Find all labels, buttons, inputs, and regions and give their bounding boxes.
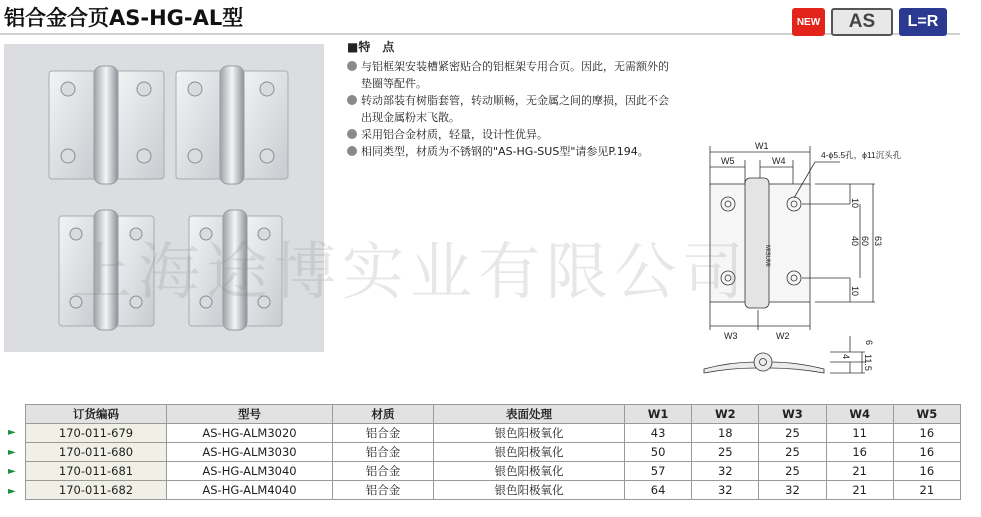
col-header-w3: W3 [759, 405, 826, 424]
dim-6: 6 [864, 340, 874, 346]
w1-cell: 64 [625, 481, 692, 500]
order-code-cell[interactable]: 170-011-681 [26, 462, 167, 481]
row-arrow-icon: ► [8, 446, 16, 458]
badge-group [792, 8, 947, 36]
surface-cell: 银色阳极氧化 [434, 481, 625, 500]
dim-label-w3: W3 [724, 331, 738, 341]
w4-cell: 21 [826, 481, 893, 500]
dim-11-5: 11.5 [863, 354, 873, 371]
bullet-icon [347, 129, 357, 139]
col-header-surface: 表面处理 [434, 405, 625, 424]
feature-text: 转动部装有树脂套管，转动顺畅，无金属之间的摩损，因此不会出现金属粉末飞散。 [361, 94, 669, 124]
new-badge: NEW [792, 8, 825, 36]
w2-cell: 32 [692, 462, 759, 481]
dim-60: 60 [860, 236, 870, 247]
w3-cell: 25 [759, 424, 826, 443]
w3-cell: 25 [759, 462, 826, 481]
dim-4: 4 [841, 354, 851, 360]
order-code-cell[interactable]: 170-011-680 [26, 443, 167, 462]
model-cell: AS-HG-ALM3030 [167, 443, 333, 462]
hinge-photo-3 [59, 210, 154, 330]
dim-label-w1: W1 [755, 141, 769, 151]
bullet-icon [347, 146, 357, 156]
material-cell: 铝合金 [333, 462, 434, 481]
row-arrow-icon: ► [8, 485, 16, 497]
hinge-photo-1 [49, 66, 164, 184]
feature-text: 采用铝合金材质，轻量，设计性优异。 [361, 128, 548, 141]
feature-item [347, 143, 677, 160]
material-cell: 铝合金 [333, 481, 434, 500]
material-cell: 铝合金 [333, 424, 434, 443]
feature-item [347, 126, 677, 143]
model-cell: AS-HG-ALM3040 [167, 462, 333, 481]
w3-cell: 25 [759, 443, 826, 462]
table-row [26, 462, 961, 481]
w2-cell: 18 [692, 424, 759, 443]
w1-cell: 57 [625, 462, 692, 481]
watermark-text: 上海途博实业有限公司 [70, 235, 751, 308]
dim-label-w2: W2 [776, 331, 790, 341]
dim-10-bottom: 10 [850, 286, 860, 297]
w4-cell: 11 [826, 424, 893, 443]
order-code-cell[interactable]: 170-011-682 [26, 481, 167, 500]
engraved-logo: MISUMI [764, 245, 770, 267]
technical-drawing [690, 140, 980, 390]
w2-cell: 32 [692, 481, 759, 500]
feature-text: 相同类型，材质为不锈钢的"AS-HG-SUS型"请参见P.194。 [361, 145, 649, 158]
order-code-cell[interactable]: 170-011-679 [26, 424, 167, 443]
col-header-material: 材质 [333, 405, 434, 424]
page-title: 铝合金合页AS-HG-AL型 [4, 6, 244, 30]
w3-cell: 32 [759, 481, 826, 500]
feature-item [347, 58, 677, 92]
w2-cell: 25 [692, 443, 759, 462]
hinge-photo-2 [176, 66, 288, 184]
product-photo [4, 44, 324, 352]
col-header-w4: W4 [826, 405, 893, 424]
surface-cell: 银色阳极氧化 [434, 424, 625, 443]
dim-40: 40 [850, 236, 860, 247]
col-header-model: 型号 [167, 405, 333, 424]
as-series-badge: AS [831, 8, 893, 36]
left-right-badge: L=R [899, 8, 947, 36]
row-arrow-icon: ► [8, 466, 16, 477]
surface-cell: 银色阳极氧化 [434, 462, 625, 481]
dim-63: 63 [873, 236, 883, 247]
model-cell: AS-HG-ALM4040 [167, 481, 333, 500]
w5-cell: 16 [893, 443, 960, 462]
hinge-photo-4 [189, 210, 282, 330]
material-cell: 铝合金 [333, 443, 434, 462]
bullet-icon [347, 95, 357, 105]
bullet-icon [347, 61, 357, 71]
surface-cell: 银色阳极氧化 [434, 443, 625, 462]
w5-cell: 16 [893, 462, 960, 481]
features-heading: ■特 点 [347, 40, 395, 54]
dim-10-top: 10 [850, 198, 860, 209]
dim-label-w5: W5 [721, 156, 735, 166]
table-header-row [26, 405, 961, 424]
col-header-w1: W1 [625, 405, 692, 424]
w4-cell: 16 [826, 443, 893, 462]
w1-cell: 43 [625, 424, 692, 443]
table-row [26, 443, 961, 462]
spec-table [25, 404, 961, 500]
model-cell: AS-HG-ALM3020 [167, 424, 333, 443]
col-header-w5: W5 [893, 405, 960, 424]
w5-cell: 21 [893, 481, 960, 500]
feature-item [347, 92, 677, 126]
col-header-w2: W2 [692, 405, 759, 424]
feature-text: 与铝框架安装槽紧密贴合的铝框架专用合页。因此，无需额外的垫圈等配件。 [361, 60, 669, 90]
w1-cell: 50 [625, 443, 692, 462]
row-arrow-icon: ► [8, 427, 16, 438]
table-row [26, 424, 961, 443]
w5-cell: 16 [893, 424, 960, 443]
hinge-photo-illustration [4, 44, 324, 352]
dim-label-w4: W4 [772, 156, 786, 166]
row-arrow-column [8, 423, 22, 501]
features-section [347, 39, 677, 160]
w4-cell: 21 [826, 462, 893, 481]
table-row [26, 481, 961, 500]
hole-spec-note: 4-ϕ5.5孔，ϕ11沉头孔 [821, 150, 902, 160]
col-header-order-code: 订货编码 [26, 405, 167, 424]
